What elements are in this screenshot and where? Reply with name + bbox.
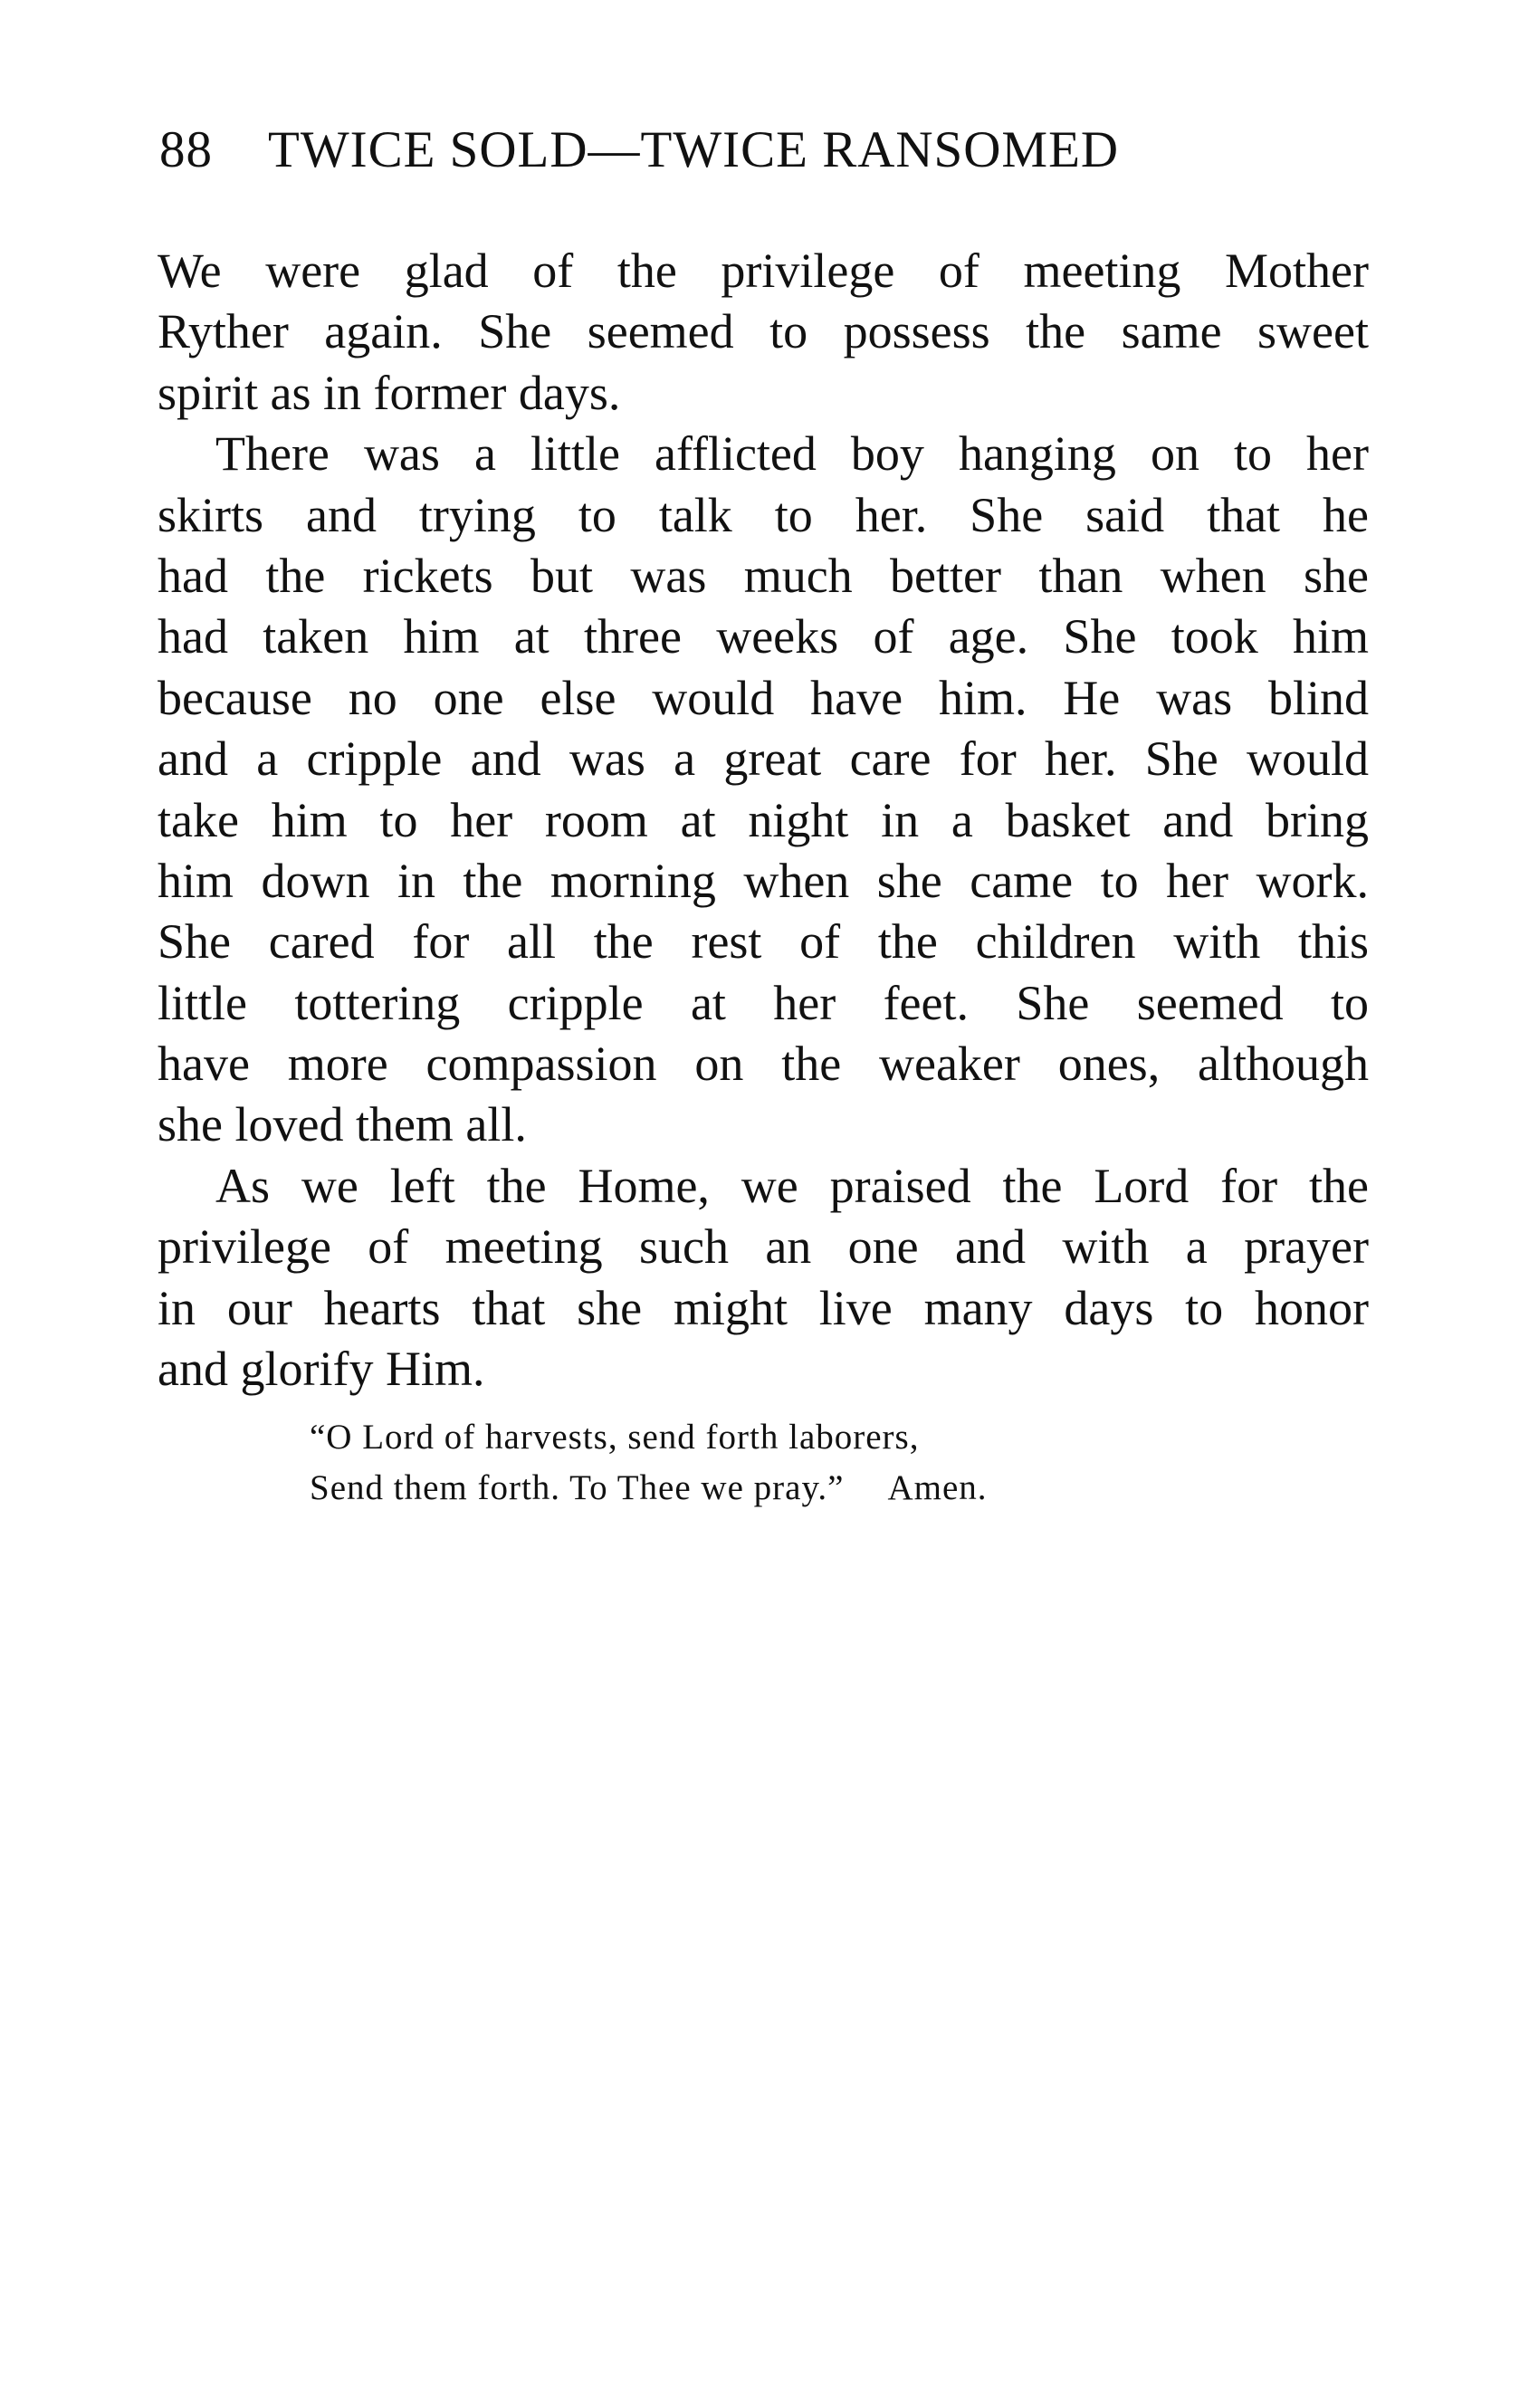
verse-line: “O Lord of harvests, send forth laborers, — [310, 1418, 920, 1457]
closing-verse — [310, 1412, 1260, 1514]
amen-closing: Amen. — [887, 1468, 988, 1507]
text-line: Ryther again. She seemed to possess the same sweet — [158, 304, 1369, 359]
text-line: skirts and trying to talk to her. She said that he — [158, 487, 1369, 542]
text-line: privilege of meeting such an one and with a prayer — [158, 1219, 1369, 1275]
text-line: As we left the Home, we praised the Lord for the — [215, 1158, 1369, 1213]
text-line: had the rickets but was much better than when she — [158, 548, 1369, 603]
text-line: take him to her room at night in a basket and bring — [158, 792, 1369, 847]
text-line: she loved them all. — [158, 1097, 527, 1152]
text-line: We were glad of the privilege of meeting Mother — [158, 244, 1369, 298]
page-number: 88 — [159, 121, 213, 178]
text-line: have more compassion on the weaker ones, although — [158, 1037, 1369, 1092]
text-line: him down in the morning when she came to her work. — [158, 853, 1369, 908]
text-line: and glorify Him. — [158, 1342, 485, 1397]
text-line: because no one else would have him. He was blind — [158, 670, 1369, 725]
text-line: There was a little afflicted boy hanging on to her — [215, 426, 1369, 482]
running-head — [159, 116, 1372, 185]
text-line: little tottering cripple at her feet. She seemed to — [158, 975, 1369, 1030]
verse-line — [310, 1463, 1260, 1514]
text-line: She cared for all the rest of the children with this — [158, 914, 1369, 970]
text-line: spirit as in former days. — [158, 365, 621, 420]
book-title: TWICE SOLD—TWICE RANSOMED — [268, 121, 1120, 178]
text-line: and a cripple and was a great care for her. She would — [158, 731, 1369, 787]
text-line: had taken him at three weeks of age. She took him — [158, 609, 1369, 664]
text-line: in our hearts that she might live many days to honor — [158, 1280, 1369, 1335]
body-text — [158, 241, 1369, 1400]
verse-line-text: Send them forth. To Thee we pray.” — [310, 1468, 845, 1507]
